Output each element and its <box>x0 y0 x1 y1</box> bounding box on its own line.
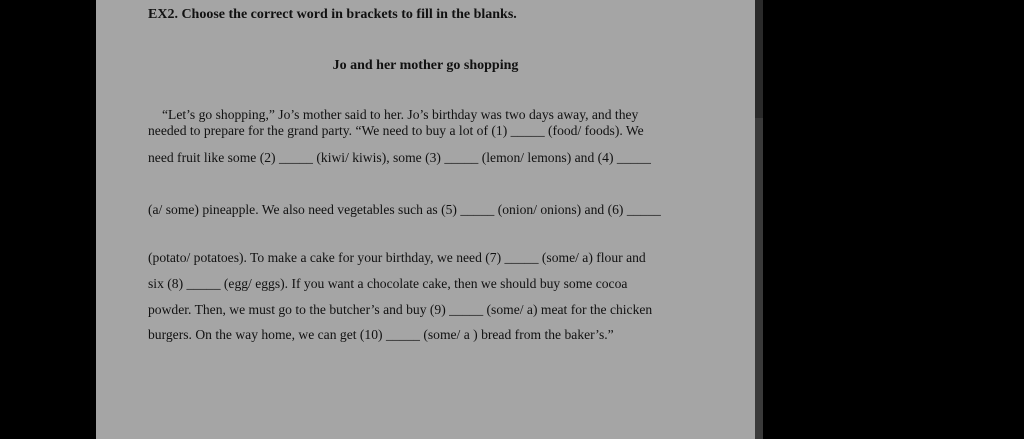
exercise-heading: EX2. Choose the correct word in brackets to fill in the blanks. <box>148 7 517 22</box>
paragraph-line: six (8) _____ (egg/ eggs). If you want a chocolate cake, then we should buy some cocoa <box>148 276 628 291</box>
paragraph-line: needed to prepare for the grand party. “We need to buy a lot of (1) _____ (food/ foods). We <box>148 123 644 138</box>
document-page <box>96 0 755 439</box>
paragraph-line: powder. Then, we must go to the butcher’s and buy (9) _____ (some/ a) meat for the chicken <box>148 302 653 317</box>
paragraph-line: “Let’s go shopping,” Jo’s mother said to her. Jo’s birthday was two days away, and they <box>162 107 639 122</box>
story-title: Jo and her mother go shopping <box>332 58 519 73</box>
paragraph-line: burgers. On the way home, we can get (10) _____ (some/ a ) bread from the baker’s.” <box>148 327 614 342</box>
paragraph-line: need fruit like some (2) _____ (kiwi/ kiwis), some (3) _____ (lemon/ lemons) and (4) _____ <box>148 150 651 165</box>
paragraph-line: (potato/ potatoes). To make a cake for your birthday, we need (7) _____ (some/ a) flour and <box>148 250 646 265</box>
scrollbar-thumb[interactable] <box>755 118 763 439</box>
paragraph-line: (a/ some) pineapple. We also need vegetables such as (5) _____ (onion/ onions) and (6) _____ <box>148 202 661 217</box>
